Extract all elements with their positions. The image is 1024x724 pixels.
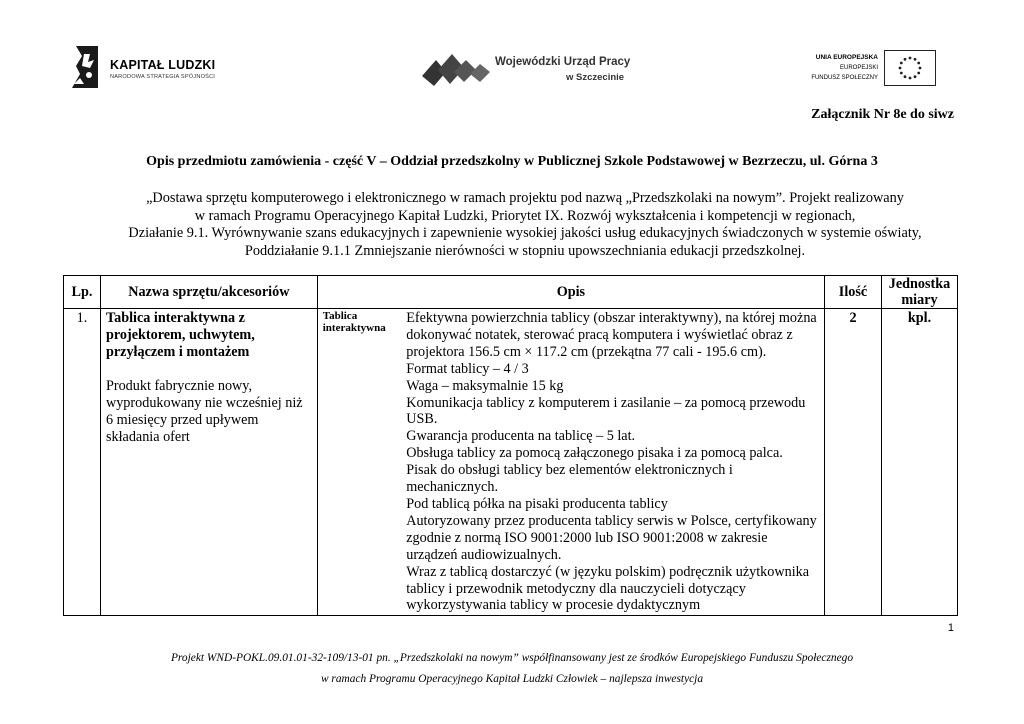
kapital-ludzki-subtitle: NARODOWA STRATEGIA SPÓJNOŚCI — [110, 74, 216, 80]
eu-logo — [808, 50, 936, 86]
item-name: Tablica interaktywna z projektorem, uchwytem, przyłączem i montażem — [105, 310, 255, 360]
row-item-name — [100, 309, 317, 616]
kapital-ludzki-emblem-icon — [68, 44, 102, 92]
header-description: Opis — [317, 276, 824, 309]
document-subject: Opis przedmiotu zamówienia - część V – Oddział przedszkolny w Publicznej Szkole Podstawowej w Bezrzeczu, ul. Górna 3 — [146, 154, 878, 169]
header-quantity: Ilość — [825, 276, 882, 309]
kapital-ludzki-logo — [68, 44, 218, 92]
efs-label-1: EUROPEJSKI — [839, 65, 878, 71]
annex-label: Załącznik Nr 8e do siwz — [811, 107, 954, 122]
row-unit: kpl. — [881, 309, 957, 616]
intro-line: „Dostawa sprzętu komputerowego i elektronicznego w ramach projektu pod nazwą „Przedszkolaki na nowym”. Projekt realizowany — [146, 190, 904, 206]
footer-program: w ramach Programu Operacyjnego Kapitał Ludzki Człowiek – najlepsza inwestycja — [320, 673, 704, 685]
wup-name: Wojewódzki Urząd Pracy — [495, 56, 631, 68]
description-line: Autoryzowany przez producenta tablicy serwis w Polsce, certyfikowany zgodnie z normą ISO 9001:2000 lub ISO 9001:2008 w zakresie urządzeń audiowizualnych. — [406, 512, 817, 563]
page-number: 1 — [947, 622, 954, 634]
wup-city: w Szczecinie — [566, 72, 625, 83]
description-line: Efektywna powierzchnia tablicy (obszar interaktywny), na której można dokonywać notatek, sterować pracą komputera i wyświetlać obraz z projektora 156.5 cm × 117.2 cm (przekątna 77 cali - 195.6 cm). — [406, 310, 817, 360]
table-row — [64, 309, 958, 616]
wup-logo — [420, 50, 630, 90]
header-lp: Lp. — [64, 276, 101, 309]
row-lp: 1. — [64, 309, 101, 616]
header-unit: Jednostka miary — [881, 276, 957, 309]
wup-emblem-icon — [420, 50, 492, 90]
item-note: Produkt fabrycznie nowy, wyprodukowany nie wcześniej niż 6 miesięcy przed upływem składania ofert — [105, 378, 303, 445]
footer-project: Projekt WND-POKL.09.01.01-32-109/13-01 pn. „Przedszkolaki na nowym” współfinansowany jest ze środków Europejskiego Funduszu Społecznego — [170, 652, 854, 664]
row-subitem: Tablica interaktywna — [317, 309, 401, 616]
intro-paragraph — [100, 190, 950, 260]
description-line: Wraz z tablicą dostarczyć (w języku polskim) podręcznik użytkownika tablicy i przewodnik metodyczny dla nauczycieli dotyczący wykorzystywania tablicy w procesie dydaktycznym — [406, 563, 810, 614]
description-line: Komunikacja tablicy z komputerem i zasilanie – za pomocą przewodu USB. — [406, 394, 806, 428]
efs-label-2: FUNDUSZ SPOŁECZNY — [811, 75, 878, 81]
eu-flag-icon — [884, 50, 936, 86]
intro-line: w ramach Programu Operacyjnego Kapitał Ludzki, Priorytet IX. Rozwój wykształcenia i kompetencji w regionach, — [194, 207, 856, 224]
header-name: Nazwa sprzętu/akcesoriów — [100, 276, 317, 309]
kapital-ludzki-title: KAPITAŁ LUDZKI — [110, 58, 216, 72]
description-line: Obsługa tablicy za pomocą załączonego pisaka i za pomocą palca. — [406, 445, 783, 462]
row-description — [401, 309, 824, 616]
row-quantity: 2 — [825, 309, 882, 616]
description-line: Pod tablicą półka na pisaki producenta tablicy — [406, 495, 668, 512]
description-line: Pisak do obsługi tablicy bez elementów elektronicznych i mechanicznych. — [406, 462, 733, 496]
description-line: Gwarancja producenta na tablicę – 5 lat. — [406, 428, 636, 445]
table-header-row — [64, 276, 958, 309]
intro-line: Działanie 9.1. Wyrównywanie szans edukacyjnych i zapewnienie wysokiej jakości usług edukacyjnych świadczonych w systemie oświaty, — [128, 225, 922, 241]
intro-line: Poddziałanie 9.1.1 Zmniejszanie nierówności w stopniu upowszechniania edukacji przedszkolnej. — [244, 242, 806, 259]
eu-label: UNIA EUROPEJSKA — [815, 54, 878, 61]
specification-table — [63, 275, 958, 616]
description-line: Waga – maksymalnie 15 kg — [406, 377, 564, 394]
description-line: Format tablicy – 4 / 3 — [406, 360, 529, 377]
